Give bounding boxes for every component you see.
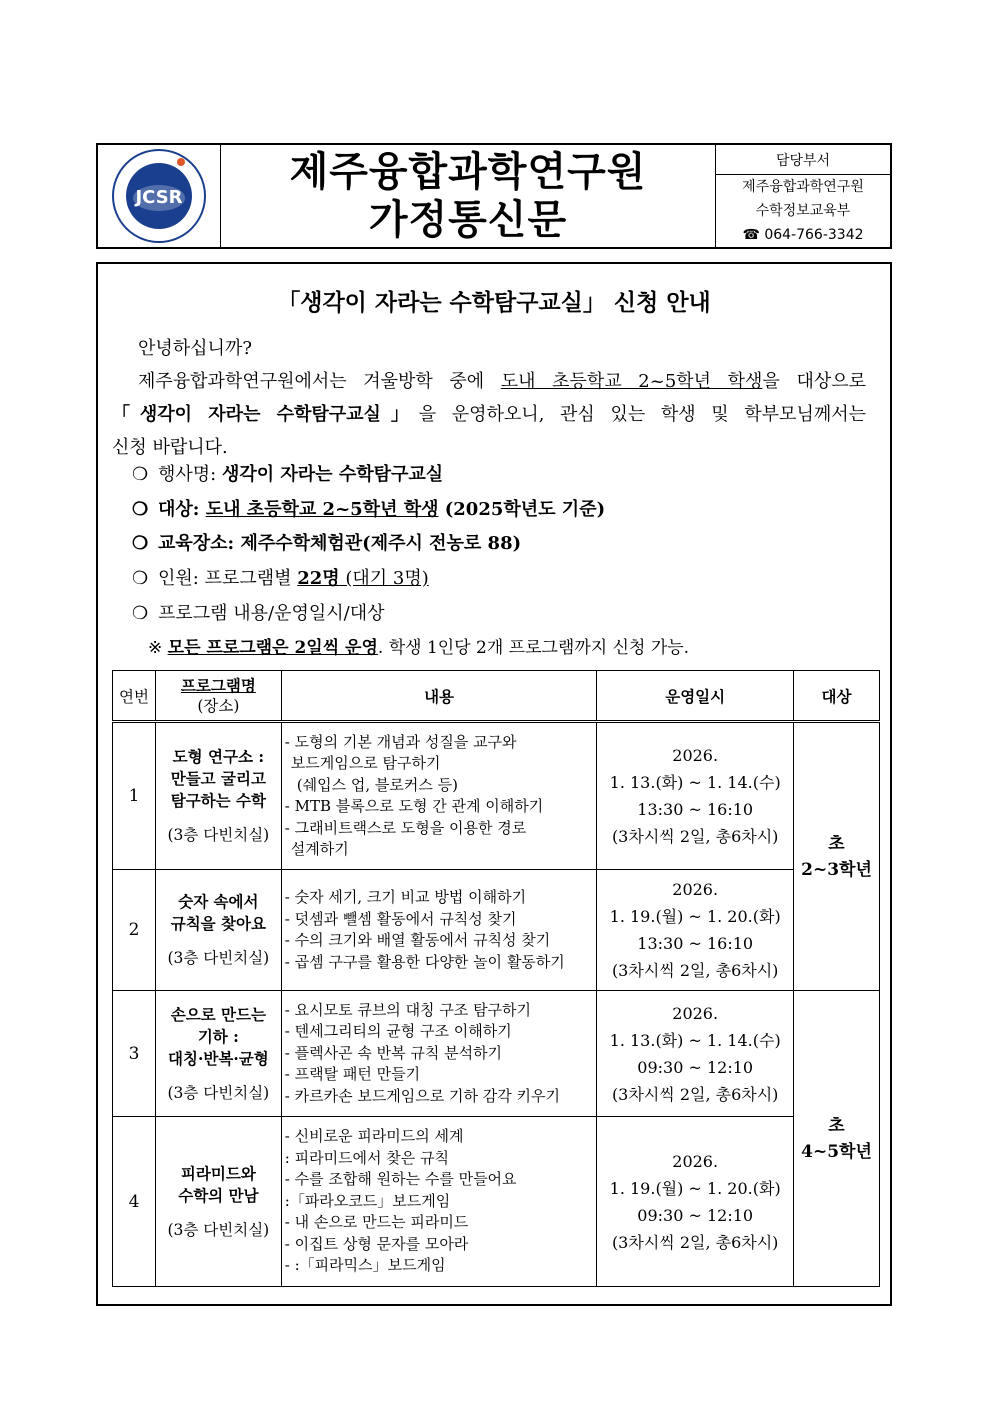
table-row (113, 870, 880, 991)
notice-body (96, 262, 892, 1306)
program-place: (3층 다빈치실) (167, 1220, 270, 1239)
content-line: - 숫자 세기, 크기 비교 방법 이해하기 (284, 888, 527, 906)
program-schedule (597, 722, 794, 870)
content-line: - 텐세그리티의 균형 구조 이해하기 (284, 1022, 512, 1041)
program-content (281, 722, 597, 870)
program-name-line: 탐구하는 수학 (170, 791, 266, 810)
logo-cell (98, 145, 221, 247)
header-schedule: 운영일시 (597, 671, 794, 722)
item-note: (대기 3명) (339, 568, 429, 589)
program-place: (3층 다빈치실) (167, 826, 270, 844)
logo-text: JCSR (135, 187, 183, 208)
circle-bullet-icon: ❍ (132, 499, 149, 520)
schedule-year: 2026. (672, 1003, 719, 1023)
content-line: (쉐입스 업, 블로커스 등) (296, 775, 458, 794)
content-line: - 곱셈 구구를 활용한 다양한 놀이 활동하기 (284, 952, 565, 971)
program-name-line: 수학의 만남 (178, 1185, 259, 1205)
circle-bullet-icon: ❍ (132, 533, 149, 554)
target-line: 초 (828, 833, 845, 854)
program-name (155, 722, 281, 870)
schedule-year: 2026. (672, 1151, 719, 1171)
schedule-year: 2026. (672, 880, 719, 899)
program-schedule (597, 1117, 794, 1287)
circle-bullet-icon: ❍ (132, 603, 149, 624)
target-line: 4~5학년 (801, 1141, 872, 1162)
content-line: 보드게임으로 탐구하기 (290, 754, 441, 772)
department-box (715, 145, 890, 247)
item-event (132, 460, 443, 490)
program-name-line: 대칭·반복·균형 (168, 1048, 269, 1068)
program-name (155, 991, 281, 1117)
program-place: (3층 다빈치실) (167, 949, 270, 967)
content-line: - 수의 크기와 배열 활동에서 규칙성 찾기 (284, 931, 551, 949)
schedule-hours: (3차시씩 2일, 총6차시) (611, 961, 779, 980)
header-name-sub: (장소) (197, 696, 240, 715)
paragraph-line-2 (112, 398, 866, 431)
row-number: 4 (113, 1117, 156, 1287)
program-content (281, 1117, 597, 1287)
content-line: :「파라오코드」보드게임 (284, 1191, 451, 1210)
target-line: 2~3학년 (801, 859, 872, 880)
table-row (113, 991, 880, 1117)
item-value: 생각이 자라는 수학탐구교실 (221, 464, 444, 485)
content-line: : 피라미드에서 찾은 규칙 (284, 1148, 450, 1167)
department-label: 담당부서 (716, 145, 890, 175)
header-content: 내용 (281, 671, 597, 722)
item-label: 대상: (158, 499, 206, 520)
jcsr-logo-icon (111, 148, 207, 244)
content-line: - :「피라믹스」보드게임 (284, 1256, 446, 1275)
reference-mark: ※ (148, 638, 168, 658)
program-schedule (597, 991, 794, 1117)
item-label: 행사명: (158, 464, 222, 485)
schedule-dates: 1. 19.(월) ~ 1. 20.(화) (609, 907, 781, 926)
department-name: 제주융합과학연구원 (742, 179, 864, 195)
target-grade-4-5 (794, 991, 880, 1287)
content-line: 설계하기 (290, 840, 349, 858)
program-name (155, 1117, 281, 1287)
schedule-dates: 1. 13.(화) ~ 1. 14.(수) (609, 1030, 781, 1050)
item-value: 제주수학체험관(제주시 전농로 88) (240, 533, 522, 554)
title-line-1: 제주융합과학연구원 (289, 149, 647, 195)
content-line: - 프랙탈 패턴 만들기 (284, 1065, 421, 1084)
schedule-time: 09:30 ~ 12:10 (637, 1057, 754, 1077)
schedule-time: 09:30 ~ 12:10 (637, 1205, 754, 1225)
item-value: 도내 초등학교 2~5학년 학생 (205, 499, 439, 520)
content-line: - 수를 조합해 원하는 수를 만들어요 (284, 1170, 517, 1189)
paragraph-text: 을 운영하오니, 관심 있는 학생 및 학부모님께서는 (418, 404, 866, 425)
content-line: - 플렉사곤 속 반복 규칙 분석하기 (284, 1043, 503, 1062)
circle-bullet-icon: ❍ (132, 568, 149, 589)
program-name-line: 도형 연구소 : (172, 747, 265, 766)
paragraph-line-1 (112, 365, 866, 398)
program-content (281, 870, 597, 991)
program-name (155, 870, 281, 991)
content-line: - 카르카손 보드게임으로 기하 감각 키우기 (284, 1086, 561, 1105)
paragraph-text: 제주융합과학연구원에서는 겨울방학 중에 (138, 371, 501, 392)
header-target: 대상 (794, 671, 880, 722)
paragraph-line-3: 신청 바랍니다. (112, 437, 228, 458)
paragraph-text: 을 대상으로 (762, 371, 866, 392)
program-name-line: 만들고 굴리고 (170, 769, 266, 788)
circle-bullet-icon: ❍ (132, 464, 149, 485)
program-content (281, 991, 597, 1117)
item-place (132, 529, 521, 559)
program-name-line: 규칙을 찾아요 (170, 914, 266, 933)
row-number: 3 (113, 991, 156, 1117)
schedule-time: 13:30 ~ 16:10 (637, 934, 754, 953)
target-grade-2-3 (794, 722, 880, 991)
greeting: 안녕하십니까? (138, 338, 252, 359)
item-value: 22명 (297, 568, 340, 589)
letter-header (96, 143, 892, 249)
content-line: - 요시모토 큐브의 대칭 구조 탐구하기 (284, 1000, 532, 1019)
program-name-bold: 「생각이 자라는 수학탐구교실」 (112, 404, 419, 425)
program-table (112, 670, 880, 1287)
item-capacity (132, 564, 429, 594)
row-number: 1 (113, 722, 156, 870)
header-name (155, 671, 281, 722)
content-line: - 이집트 상형 문자를 모아라 (284, 1234, 469, 1253)
table-row (113, 1117, 880, 1287)
schedule-year: 2026. (672, 746, 719, 765)
header-no: 연번 (113, 671, 156, 722)
schedule-dates: 1. 19.(월) ~ 1. 20.(화) (609, 1178, 781, 1198)
content-line: - 내 손으로 만드는 피라미드 (284, 1213, 469, 1232)
item-label: 교육장소: (158, 533, 241, 554)
content-line: - 덧셈과 뺄셈 활동에서 규칙성 찾기 (284, 909, 517, 928)
program-name-line: 숫자 속에서 (178, 892, 259, 911)
department-info (716, 175, 890, 247)
header-name-text: 프로그램명 (180, 675, 256, 695)
notice-title: 「생각이 자라는 수학탐구교실」 신청 안내 (277, 290, 711, 316)
item-program (132, 599, 385, 629)
title-line-2: 가정통신문 (368, 197, 568, 243)
table-header-row (113, 671, 880, 722)
schedule-time: 13:30 ~ 16:10 (637, 800, 754, 819)
table-row (113, 722, 880, 870)
program-name-line: 피라미드와 (180, 1163, 256, 1183)
item-note: (2025학년도 기준) (438, 499, 606, 520)
item-label: 프로그램 내용/운영일시/대상 (158, 603, 385, 624)
page-title (221, 145, 715, 247)
program-name-line: 손으로 만드는 (170, 1004, 266, 1024)
program-place: (3층 다빈치실) (167, 1083, 270, 1102)
row-number: 2 (113, 870, 156, 991)
note-rest: . 학생 1인당 2개 프로그램까지 신청 가능. (377, 638, 690, 658)
program-schedule (597, 870, 794, 991)
schedule-hours: (3차시씩 2일, 총6차시) (611, 827, 779, 846)
department-phone: ☎ 064-766-3342 (742, 227, 864, 243)
content-line: - 그래비트랙스로 도형을 이용한 경로 (284, 818, 527, 837)
note-bold: 모든 프로그램은 2일씩 운영 (167, 638, 378, 658)
content-line: - 도형의 기본 개념과 성질을 교구와 (284, 732, 517, 751)
program-name-line: 기하 : (197, 1026, 239, 1046)
schedule-hours: (3차시씩 2일, 총6차시) (611, 1084, 779, 1104)
schedule-dates: 1. 13.(화) ~ 1. 14.(수) (609, 773, 781, 792)
target-highlight: 도내 초등학교 2~5학년 학생 (500, 371, 763, 392)
content-line: - 신비로운 피라미드의 세계 (284, 1127, 464, 1146)
item-target (132, 495, 605, 525)
target-line: 초 (828, 1115, 845, 1136)
item-label: 인원: 프로그램별 (158, 568, 298, 589)
schedule-hours: (3차시씩 2일, 총6차시) (611, 1232, 779, 1252)
department-team: 수학정보교육부 (755, 203, 851, 219)
content-line: - MTB 블록으로 도형 간 관계 이해하기 (284, 797, 544, 815)
program-note (148, 633, 689, 663)
